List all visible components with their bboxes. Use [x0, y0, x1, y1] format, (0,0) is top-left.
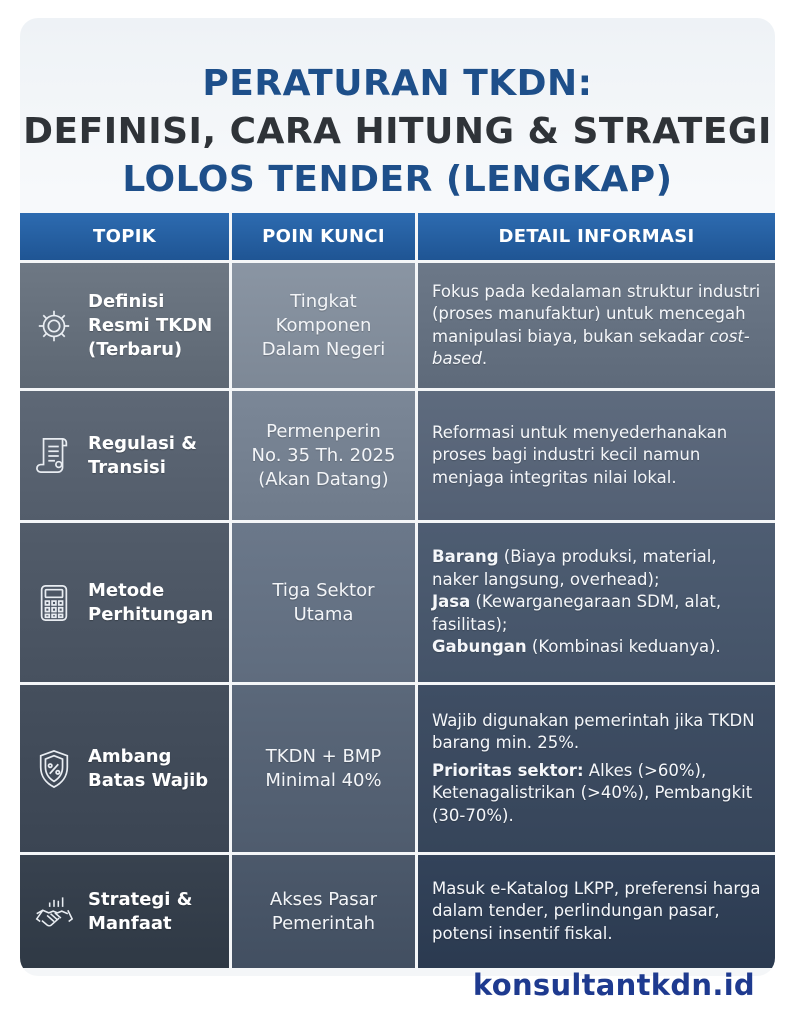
key-cell: [232, 855, 418, 971]
key-cell: [232, 263, 418, 391]
key-cell: [232, 523, 418, 685]
table-row: [20, 685, 775, 855]
topic-label: Metode Perhitungan: [88, 579, 214, 625]
detail-cell: [418, 263, 775, 391]
detail-cell: [418, 685, 775, 855]
topic-cell: [20, 685, 232, 855]
topic-cell: [20, 391, 232, 523]
detail-item-jasa: Jasa (Kewarganegaraan SDM, alat, fasilitas);: [432, 592, 722, 634]
infographic-card: [20, 18, 775, 976]
topic-label: Definisi Resmi TKDN (Terbaru): [88, 290, 213, 360]
title-line-1: PERATURAN TKDN:: [202, 63, 593, 104]
gear-icon: [34, 304, 74, 348]
topic-cell: [20, 523, 232, 685]
shield-percent-icon: [34, 747, 74, 791]
handshake-chart-icon: [34, 890, 74, 934]
detail-cell: [418, 855, 775, 971]
table-row: [20, 391, 775, 523]
title-line-2: DEFINISI, CARA HITUNG & STRATEGI: [23, 111, 772, 152]
calculator-icon: [34, 581, 74, 625]
tkdn-table: [20, 213, 775, 971]
topic-cell: [20, 855, 232, 971]
key-point: Akses Pasar Pemerintah: [269, 888, 378, 934]
document-icon: [34, 434, 74, 478]
topic-label: Strategi & Manfaat: [88, 888, 193, 934]
key-point: Permenperin No. 35 Th. 2025 (Akan Datang): [251, 420, 396, 490]
key-point: Tiga Sektor Utama: [272, 579, 375, 625]
table-header-row: [20, 213, 775, 263]
topic-label: Ambang Batas Wajib: [88, 745, 209, 791]
table-row: [20, 855, 775, 971]
brand-watermark: konsultantkdn.id: [472, 968, 755, 1002]
detail-cell: [418, 523, 775, 685]
detail-item-gabungan: Gabungan (Kombinasi keduanya).: [432, 637, 721, 657]
key-cell: [232, 391, 418, 523]
header-detail-informasi: DETAIL INFORMASI: [418, 213, 775, 263]
detail-text: Wajib digunakan pemerintah jika TKDN barang min. 25%.: [432, 710, 755, 753]
detail-text: Fokus pada kedalaman struktur industri (proses manufaktur) untuk mencegah manipulasi biaya, bukan sekadar cost-based.: [432, 281, 761, 368]
detail-text: Masuk e-Katalog LKPP, preferensi harga dalam tender, perlindungan pasar, potensi insentif fiskal.: [432, 878, 761, 943]
detail-text: Reformasi untuk menyederhanakan proses bagi industri kecil namun menjaga integritas nilai lokal.: [432, 422, 728, 487]
key-point: Tingkat Komponen Dalam Negeri: [261, 290, 386, 360]
detail-cell: [418, 391, 775, 523]
header-poin-kunci: POIN KUNCI: [232, 213, 418, 263]
page-title: [20, 60, 775, 204]
table-row: [20, 523, 775, 685]
detail-item-barang: Barang (Biaya produksi, material, naker langsung, overhead);: [432, 547, 717, 589]
key-cell: [232, 685, 418, 855]
header-topik: TOPIK: [20, 213, 232, 263]
topic-cell: [20, 263, 232, 391]
detail-priority: Prioritas sektor: Alkes (>60%), Ketenagalistrikan (>40%), Pembangkit (30-70%).: [432, 760, 753, 825]
table-row: [20, 263, 775, 391]
title-line-3: LOLOS TENDER (LENGKAP): [122, 159, 673, 200]
topic-label: Regulasi & Transisi: [88, 432, 197, 478]
key-point: TKDN + BMP Minimal 40%: [265, 745, 382, 791]
